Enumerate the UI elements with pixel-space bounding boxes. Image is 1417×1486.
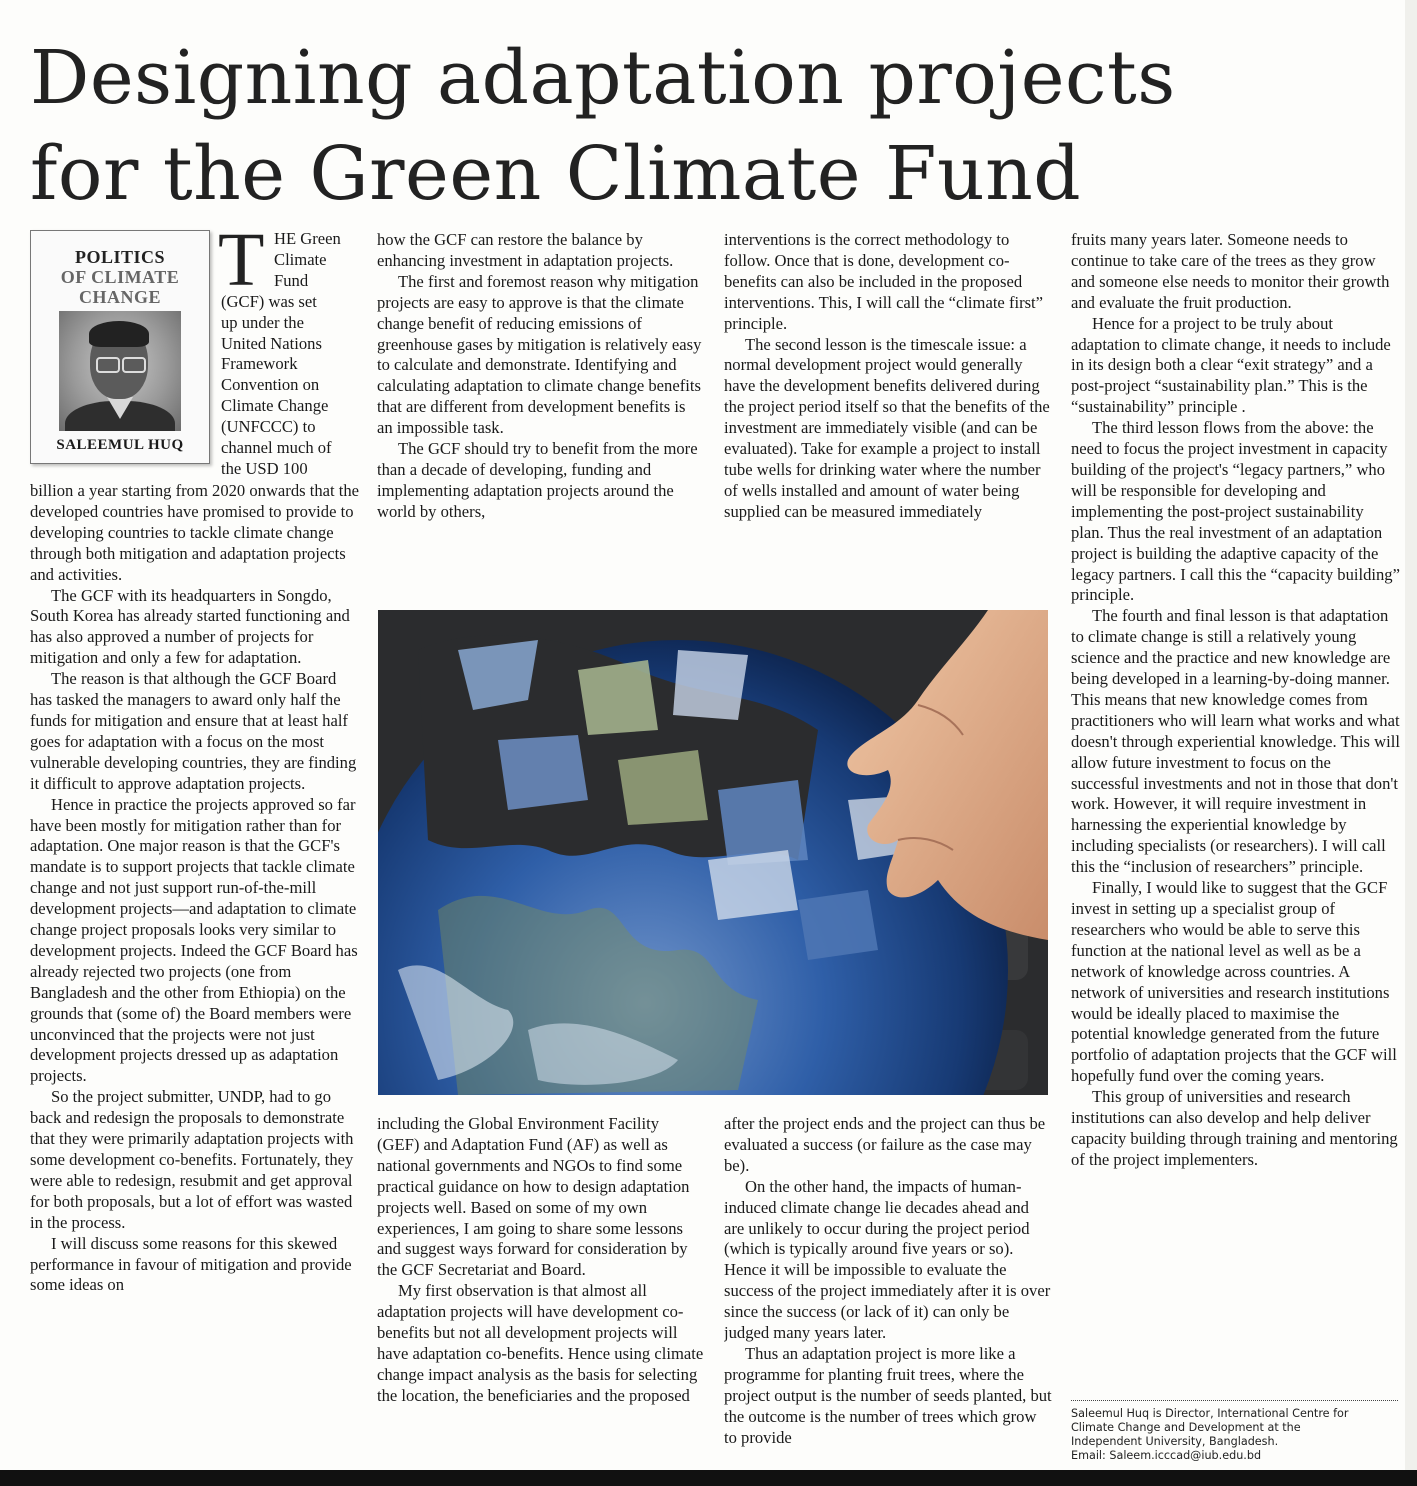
paragraph: The reason is that although the GCF Board has tasked the managers to award only half the funds for mitigation and ensure that at least half goes for adaptation with a focus on the most vulnerable developing countries, they are finding it difficult to approve adaptation projects. [30,669,357,793]
intro-line: up under the [221,312,304,332]
column-3-bottom [724,1114,1052,1470]
column-3-top [724,230,1052,590]
bottom-scan-border [0,1470,1417,1486]
paragraph: after the project ends and the project can thus be evaluated a success (or failure as the case may be). [724,1114,1046,1175]
intro-line: United Nations [221,333,322,353]
paragraph: fruits many years later. Someone needs to continue to take care of the trees as they grow and someone else needs to monitor their growth and evaluate the fruit production. [1071,230,1390,312]
intro-narrow-text [221,229,359,480]
paragraph: The fourth and final lesson is that adaptation to climate change is still a relatively young science and the practice and new knowledge are being developed in a learning-by-doing manner. This means that new knowledge comes from practitioners who will learn what works and what doesn't through experiential knowledge. This will allow future investment to focus on the successful investments and not in those that don't work. However, it will require investment in harnessing the experiential knowledge by including specialists (or researchers). I will call this the “inclusion of researchers” principle. [1071,606,1400,877]
paragraph: My first observation is that almost all adaptation projects will have development co-benefits but not all development projects will have adaptation co-benefits. Hence using climate change impact analysis as the basis for selecting the location, the beneficiaries and the proposed [377,1281,704,1405]
column-2-top [377,230,705,590]
paragraph: The first and foremost reason why mitigation projects are easy to approve is that the climate change benefit of reducing emissions of greenhouse gases by mitigation is relatively easy to calculate and demonstrate. Identifying and calculating adaptation to climate change benefits that are different from development benefits is an impossible task. [377,271,702,438]
paragraph: I will discuss some reasons for this skewed performance in favour of mitigation and provide some ideas on [30,1233,352,1295]
section-label-politics: POLITICS [74,247,166,267]
puzzle-earth-image [378,610,1048,1095]
intro-line: the USD 100 [221,458,308,478]
columnist-box [30,230,210,464]
footnote-email: Email: Saleem.icccad@iub.edu.bd [1071,1449,1262,1462]
paragraph: how the GCF can restore the balance by enhancing investment in adaptation projects. [377,230,674,270]
headline-line-1: Designing adaptation projects [30,35,1176,121]
author-footnote [1071,1400,1398,1463]
intro-line: Convention on [221,375,320,395]
paragraph: The second lesson is the timescale issue: a normal development project would generally have the development benefits delivered during the project period itself so that the benefits of the investment are immediately visible (and can be evaluated). Take for example a project to install tube wells for drinking water where the number of wells installed and amount of water being supplied can be measured immediately [724,334,1050,521]
column-2-bottom [377,1114,705,1470]
paragraph: Thus an adaptation project is more like a programme for planting fruit trees, where the project output is the number of seeds planted, but the outcome is the number of trees which grow to provide [724,1343,1052,1447]
paragraph: The GCF should try to benefit from the more than a decade of developing, funding and implementing adaptation projects around the world by others, [377,439,698,521]
section-label-change: CHANGE [78,287,161,307]
intro-line: Fund [274,270,309,290]
puzzle-earth-photo [378,610,1048,1095]
column-4 [1071,230,1400,1395]
intro-line: (GCF) was set [221,291,317,311]
paragraph: including the Global Environment Facility (GEF) and Adaptation Fund (AF) as well as national governments and NGOs to find some practical guidance on how to design adaptation projects well. Based on some of my own experiences, I am going to share some lessons and suggest ways forward for consideration by the GCF Secretariat and Board. [377,1114,690,1280]
intro-line: Climate Change [221,396,329,416]
paragraph: So the project submitter, UNDP, had to go back and redesign the proposals to demonstrate that they were primarily adaptation projects with some development co-benefits. Fortunately, they were able to redesign, resubmit and get approval for both proposals, but a lot of effort was wasted in the process. [30,1087,354,1232]
intro-line: Framework [221,354,298,374]
intro-line: (UNFCCC) to [221,417,316,437]
paragraph: interventions is the correct methodology to follow. Once that is done, development co-benefits can also be included in the proposed interventions. This, I will call the “climate first” principle. [724,230,1044,333]
paragraph: Hence in practice the projects approved so far have been mostly for mitigation rather than for adaptation. One major reason is that the GCF's mandate is to support projects that tackle climate change and not just support run-of-the-mill development projects—and adaptation to climate change project proposals looks very similar to development projects. Indeed the GCF Board has already rejected two projects (one from Bangladesh and the other from Ethiopia) on the grounds that (some of) the Board members were unconvinced that the projects were not just development projects dressed up as adaptation projects. [30,794,358,1086]
intro-line: HE Green [274,229,341,248]
column-1 [30,481,360,1469]
drop-cap: T [218,218,265,302]
footnote-line: Climate Change and Development at the [1071,1421,1301,1434]
author-photo [59,311,181,431]
section-label-of-climate: OF CLIMATE [60,267,180,287]
paragraph: billion a year starting from 2020 onwards that the developed countries have promised to provide to developing countries to tackle climate change through both mitigation and adaptation projects and activities. [30,481,360,584]
paragraph: On the other hand, the impacts of human-induced climate change lie decades ahead and are unlikely to occur during the project period (which is typically around five years or so). Hence it will be impossible to evaluate the success of the project immediately after it is over since the success (or lack of it) can only be judged many years later. [724,1176,1051,1343]
paragraph: This group of universities and research institutions can also develop and help deliver capacity building through training and mentoring of the project implementers. [1071,1087,1398,1169]
headline-line-2: for the Green Climate Fund [30,131,1082,217]
footnote-line: Saleemul Huq is Director, International Centre for [1071,1407,1349,1420]
paragraph: The third lesson flows from the above: the need to focus the project investment in capacity building of the project's “legacy partners,” who will be responsible for developing and implementing the post-project sustainability plan. Thus the real investment of an adaptation project is building the adaptive capacity of the legacy partners. I call this the “capacity building” principle. [1071,418,1400,605]
page-edge [1405,0,1417,1486]
paragraph: Finally, I would like to suggest that the GCF invest in setting up a specialist group of researchers who would be able to serve this function at the national level as well as be a network of knowledge across countries. A network of universities and research institutions would be ideally placed to maximise the potential knowledge generated from the future portfolio of adaptation projects that the GCF will hopefully fund over the coming years. [1071,878,1397,1086]
footnote-line: Independent University, Bangladesh. [1071,1435,1279,1448]
paragraph: Hence for a project to be truly about adaptation to climate change, it needs to include in its design both a clear “exit strategy” and a post-project “sustainability plan.” This is the “sustainability” principle . [1071,313,1391,417]
paragraph: The GCF with its headquarters in Songdo, South Korea has already started functioning and has also approved a number of projects for mitigation and only a few for adaptation. [30,585,350,668]
author-name: SALEEMUL HUQ [56,437,184,453]
intro-line: Climate [274,249,327,269]
intro-line: channel much of [221,438,332,458]
headline [30,30,1390,222]
